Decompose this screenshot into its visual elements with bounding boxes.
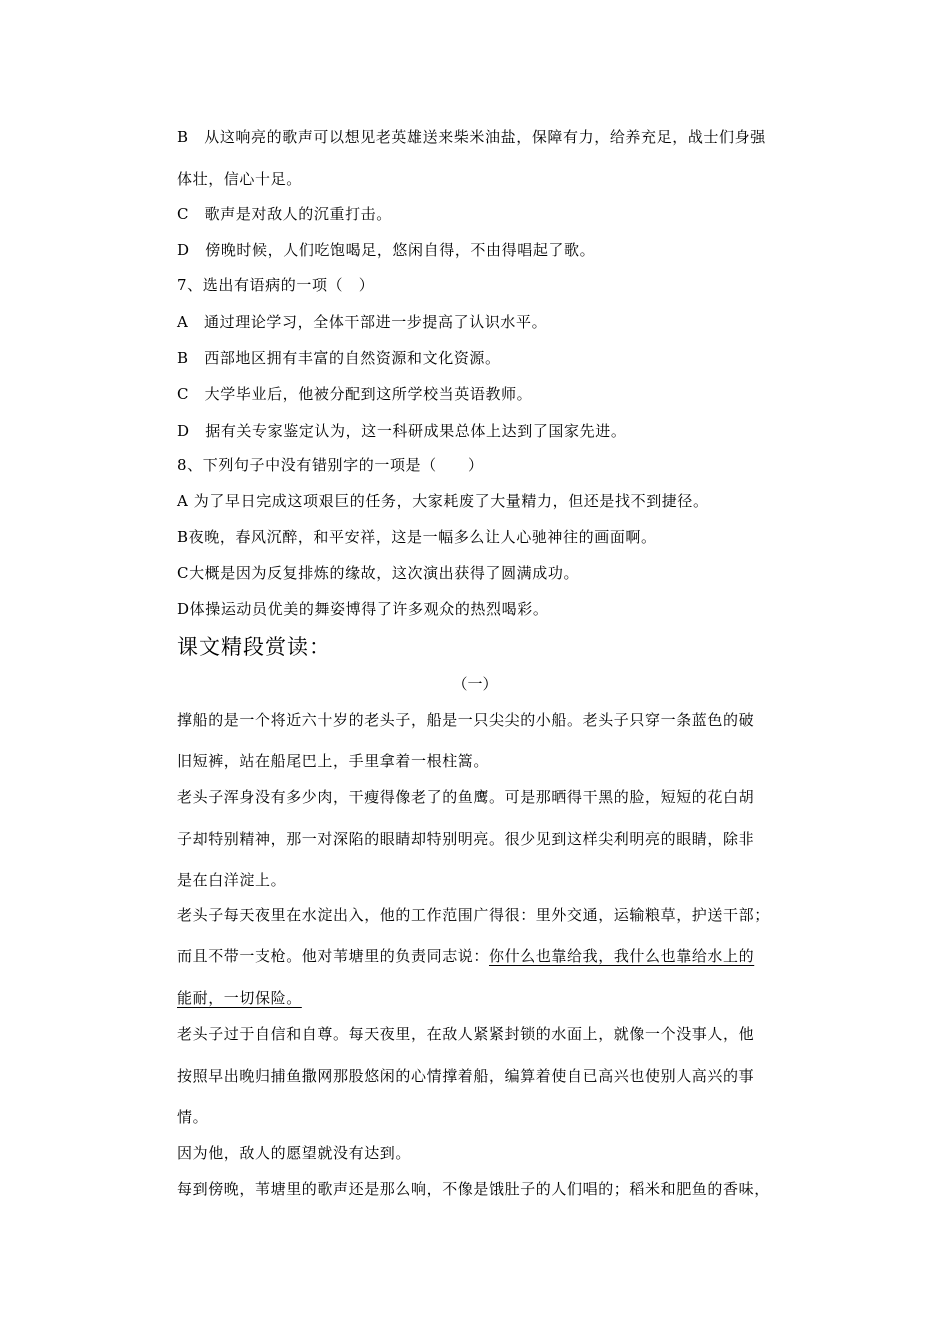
section-title: 课文精段赏读： [177,635,331,659]
passage-p5: 因为他，敌人的愿望就没有达到。 [177,1144,412,1162]
passage-p6-line1: 每到傍晚，苇塘里的歌声还是那么响，不像是饿肚子的人们唱的；稻米和肥鱼的香味， [177,1180,770,1198]
passage-p4-line3: 情。 [177,1108,209,1126]
q6-option-d: D 傍晚时候，人们吃饱喝足，悠闲自得，不由得唱起了歌。 [177,241,596,259]
passage-p4-line2: 按照早出晚归捕鱼撒网那股悠闲的心情撑着船，编算着使自已高兴也使别人高兴的事 [177,1067,755,1085]
passage-p3-underlined-quote: 你什么也靠给我，我什么也靠给水上的 [489,947,755,965]
passage-p4-line1: 老头子过于自信和自尊。每天夜里，在敌人紧紧封锁的水面上，就像一个没事人，他 [177,1025,755,1043]
q8-option-b: B夜晚，春风沉醉，和平安祥，这是一幅多么让人心驰神往的画面啊。 [177,528,657,546]
passage-p3-line1: 老头子每天夜里在水淀出入，他的工作范围广得很：里外交通，运输粮草，护送干部； [177,906,770,924]
q8-option-c: C大概是因为反复排炼的缘故，这次演出获得了圆满成功。 [177,564,580,582]
passage-p1-line2: 旧短裤，站在船尾巴上，手里拿着一根柱篙。 [177,752,490,770]
q7-option-d: D 据有关专家鉴定认为，这一科研成果总体上达到了国家先进。 [177,422,627,440]
passage-p3-line2 [177,946,754,966]
passage-p2-line3: 是在白洋淀上。 [177,871,287,889]
passage-p1-line1: 撑船的是一个将近六十岁的老头子，船是一只尖尖的小船。老头子只穿一条蓝色的破 [177,711,755,729]
passage-p3-line3-underlined: 能耐，一切保险。 [177,989,302,1007]
passage-p2-line1: 老头子浑身没有多少肉，干瘦得像老了的鱼鹰。可是那晒得干黑的脸，短短的花白胡 [177,788,755,806]
q6-option-b-line1: B 从这响亮的歌声可以想见老英雄送来柴米油盐，保障有力，给养充足，战士们身强 [177,128,766,146]
q6-option-b-line2: 体壮，信心十足。 [177,170,302,188]
q7-question: 7、选出有语病的一项（ ） [177,276,375,294]
q7-option-a: A 通过理论学习，全体干部进一步提高了认识水平。 [177,313,548,331]
q7-option-b: B 西部地区拥有丰富的自然资源和文化资源。 [177,349,501,367]
q6-option-c: C 歌声是对敌人的沉重打击。 [177,205,392,223]
q8-question: 8、下列句子中没有错别字的一项是（ ） [177,456,484,474]
section-part-number: （一） [452,675,498,693]
passage-p3-line2-plain: 而且不带一支枪。他对苇塘里的负责同志说： [177,947,490,965]
q8-option-d: D体操运动员优美的舞姿博得了许多观众的热烈喝彩。 [177,600,549,618]
passage-p2-line2: 子却特别精神，那一对深陷的眼睛却特别明亮。很少见到这样尖利明亮的眼睛，除非 [177,830,755,848]
q7-option-c: C 大学毕业后，他被分配到这所学校当英语教师。 [177,385,533,403]
q8-option-a: A 为了早日完成这项艰巨的任务，大家耗废了大量精力，但还是找不到捷径。 [177,492,709,510]
